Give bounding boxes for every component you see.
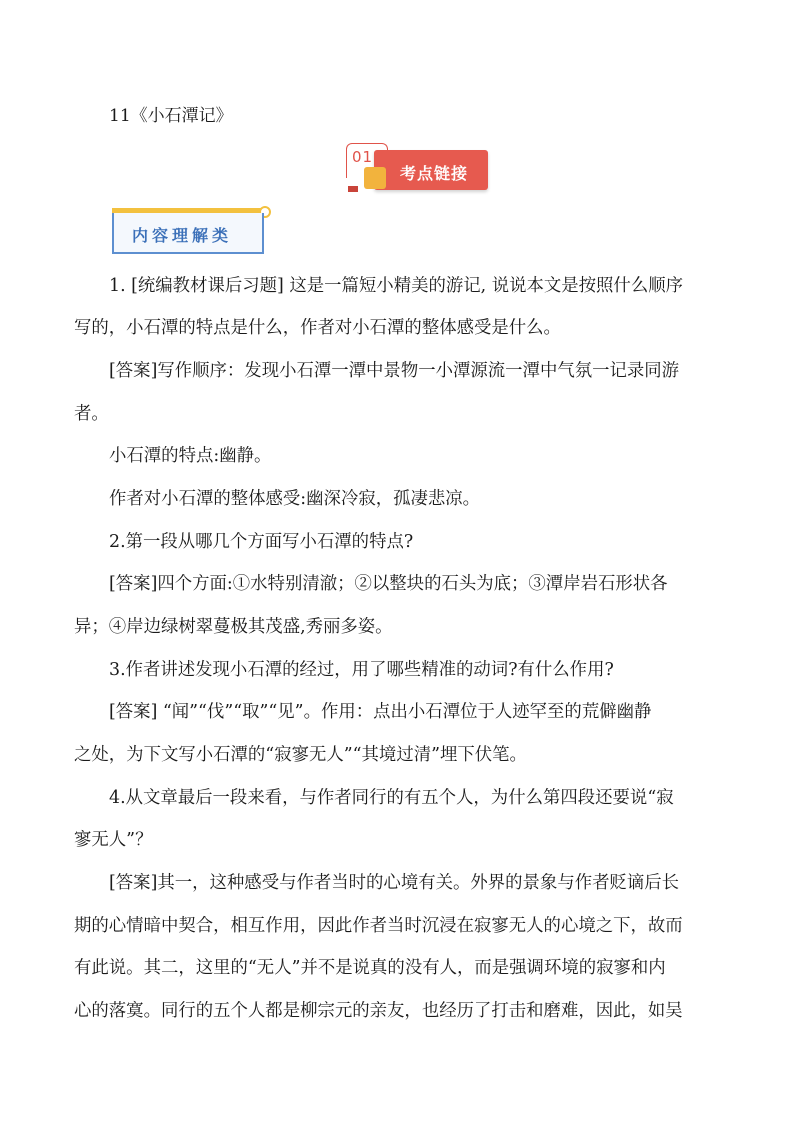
- q1-answer-line-2: 者。: [74, 404, 109, 424]
- lesson-title: 11《小石潭记》: [109, 106, 233, 126]
- q2-answer-line-1: [答案]四个方面:①水特别清澈；②以整块的石头为底；③潭岸岩石形状各: [109, 574, 668, 594]
- q1-answer-line-1: [答案]写作顺序：发现小石潭一潭中景物一小潭源流一潭中气氛一记录同游: [109, 361, 680, 381]
- badge-ribbon-tail: [348, 186, 358, 192]
- q4-question-line-1: 4.从文章最后一段来看，与作者同行的有五个人，为什么第四段还要说“寂: [109, 788, 674, 808]
- q1-question-line-1: 1. [统编教材课后习题] 这是一篇短小精美的游记, 说说本文是按照什么顺序: [109, 276, 683, 296]
- q4-answer-line-1: [答案]其一，这种感受与作者当时的心境有关。外界的景象与作者贬谪后长: [109, 873, 680, 893]
- q2-answer-line-2: 异；④岸边绿树翠蔓极其茂盛,秀丽多姿。: [74, 617, 393, 637]
- section-badge: [344, 140, 494, 198]
- q1-answer-line-4: 作者对小石潭的整体感受:幽深冷寂，孤凄悲凉。: [109, 489, 481, 509]
- q3-question-line-1: 3.作者讲述发现小石潭的经过，用了哪些精准的动词?有什么作用?: [109, 660, 614, 680]
- q3-answer-line-1: [答案] “闻”“伐”“取”“见”。作用：点出小石潭位于人迹罕至的荒僻幽静: [109, 702, 652, 722]
- q1-answer-line-3: 小石潭的特点:幽静。: [109, 446, 272, 466]
- badge-label: 考点链接: [400, 164, 469, 183]
- q3-answer-line-2: 之处，为下文写小石潭的“寂寥无人”“其境过清”埋下伏笔。: [74, 745, 527, 765]
- q1-question-line-2: 写的，小石潭的特点是什么，作者对小石潭的整体感受是什么。: [74, 318, 561, 338]
- q4-answer-line-2: 期的心情暗中契合，相互作用，因此作者当时沉浸在寂寥无人的心境之下，故而: [74, 916, 683, 936]
- q2-question-line-1: 2.第一段从哪几个方面写小石潭的特点?: [109, 532, 414, 552]
- category-tag: [112, 208, 266, 256]
- badge-number: 01: [352, 148, 374, 166]
- badge-accent-square: [364, 167, 386, 189]
- q4-question-line-2: 寥无人”？: [74, 830, 153, 850]
- q4-answer-line-4: 心的落寞。同行的五个人都是柳宗元的亲友，也经历了打击和磨难，因此，如吴: [74, 1001, 683, 1021]
- q4-answer-line-3: 有此说。其二，这里的“无人”并不是说真的没有人，而是强调环境的寂寥和内: [74, 958, 666, 978]
- tag-label: 内容理解类: [132, 226, 233, 245]
